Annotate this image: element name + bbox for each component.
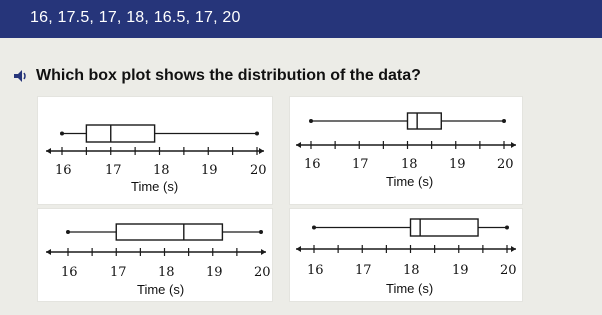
box	[116, 224, 222, 240]
axis-title: Time (s)	[137, 282, 185, 297]
speaker-icon[interactable]	[14, 70, 28, 82]
tick-label: 20	[497, 157, 514, 172]
tick-label: 20	[250, 163, 267, 178]
max-point	[259, 230, 263, 234]
tick-label: 18	[403, 263, 420, 278]
tick-label: 16	[304, 157, 321, 172]
min-point	[309, 119, 313, 123]
tick-label: 19	[452, 263, 469, 278]
box	[408, 113, 442, 129]
question-text: Which box plot shows the distribution of the data?	[36, 67, 421, 84]
tick-label: 19	[201, 163, 218, 178]
axis-arrow-right	[511, 142, 516, 148]
tick-label: 17	[110, 265, 127, 280]
tick-label: 18	[153, 163, 170, 178]
box	[86, 125, 154, 142]
tick-label: 16	[61, 265, 78, 280]
tick-label: 16	[307, 263, 324, 278]
tick-label: 20	[254, 265, 271, 280]
tick-label: 17	[355, 263, 372, 278]
axis-title: Time (s)	[386, 281, 434, 296]
max-point	[255, 132, 259, 136]
tick-label: 17	[352, 157, 369, 172]
axis-arrow-right	[511, 246, 516, 252]
axis-arrow-right	[261, 249, 266, 255]
axis-arrow-left	[296, 246, 301, 252]
tick-label: 17	[105, 163, 122, 178]
axis-arrow-right	[259, 148, 264, 154]
option-c-panel[interactable]	[37, 208, 273, 302]
tick-label: 18	[401, 157, 418, 172]
axis-title: Time (s)	[386, 174, 434, 189]
data-set-text: 16, 17.5, 17, 18, 16.5, 17, 20	[30, 9, 241, 26]
tick-label: 16	[55, 163, 72, 178]
option-d-panel[interactable]	[289, 208, 523, 302]
data-header	[0, 0, 602, 38]
axis-title: Time (s)	[131, 179, 179, 194]
max-point	[502, 119, 506, 123]
axis-arrow-left	[46, 249, 51, 255]
axis-arrow-left	[46, 148, 51, 154]
min-point	[60, 132, 64, 136]
tick-label: 20	[500, 263, 517, 278]
min-point	[66, 230, 70, 234]
tick-label: 19	[206, 265, 223, 280]
option-a-panel[interactable]	[37, 96, 273, 205]
min-point	[312, 226, 316, 230]
option-b-panel[interactable]	[289, 96, 523, 205]
axis-arrow-left	[296, 142, 301, 148]
max-point	[505, 226, 509, 230]
tick-label: 18	[158, 265, 175, 280]
tick-label: 19	[449, 157, 466, 172]
